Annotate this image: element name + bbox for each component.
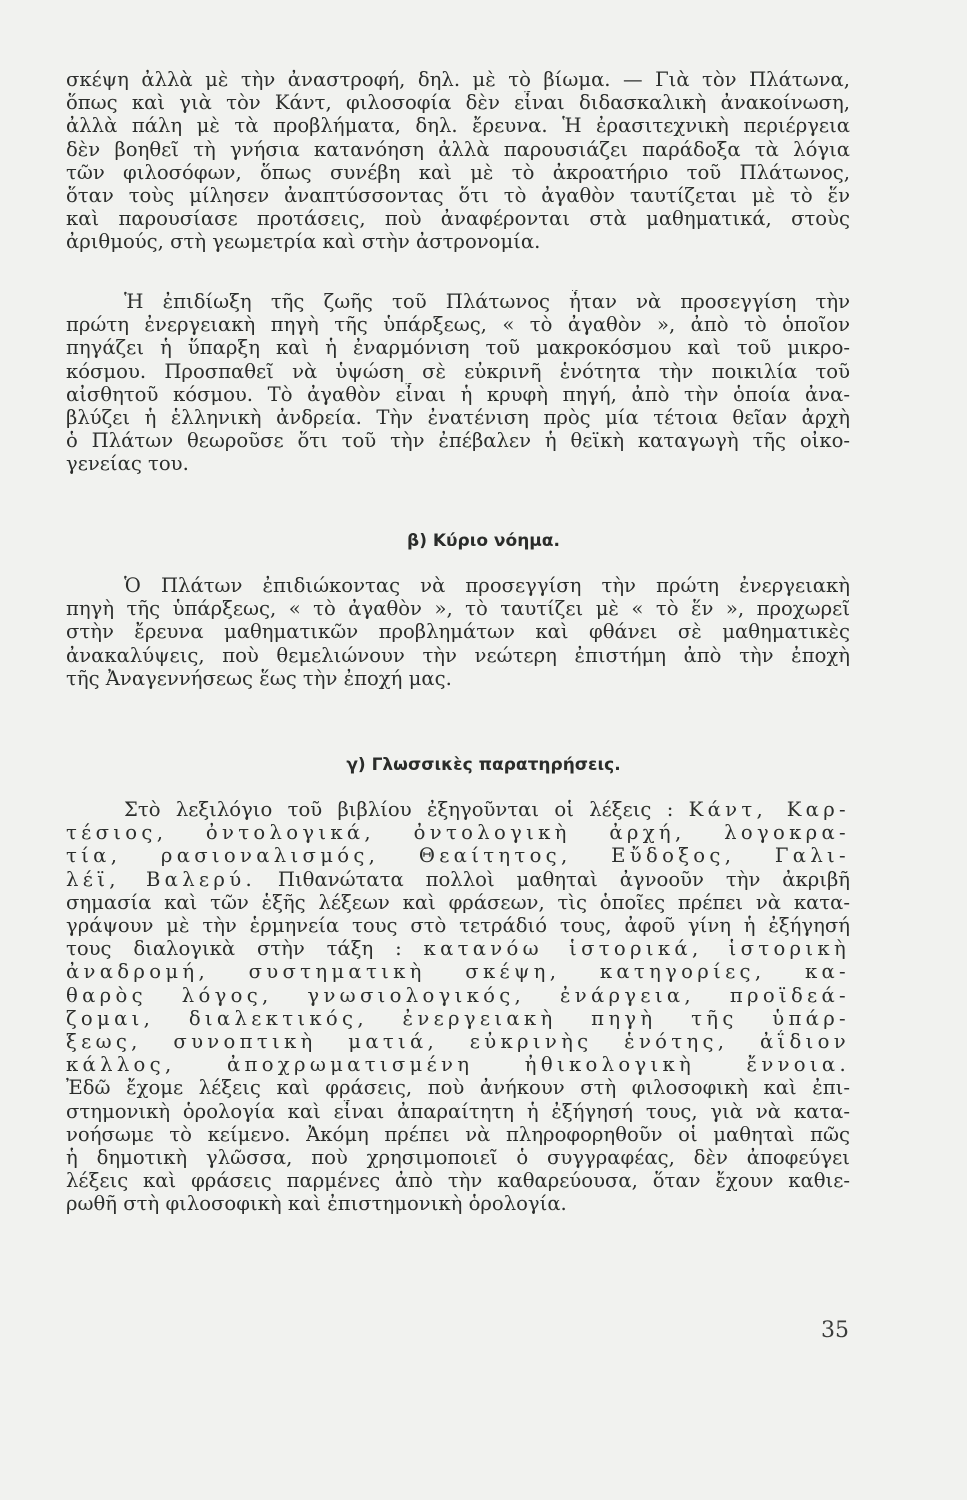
- text-line: ἀριθμούς, στὴ γεωμετρία καὶ στὴν ἀστρονομία.: [66, 230, 541, 254]
- text-line: ρωθῆ στὴ φιλοσοφικὴ καὶ ἐπιστημονικὴ ὁρολογία.: [66, 1192, 567, 1216]
- section-heading-main-idea: β) Κύριο νόημα.: [407, 531, 560, 551]
- text-line: γενείας του.: [66, 452, 189, 476]
- text-line: πηγὴ τῆς ὑπάρξεως, « τὸ ἀγαθὸν », τὸ ταυτίζει μὲ « τὸ ἕν », προχωρεῖ: [66, 597, 850, 621]
- text-line: λέϊ, Βαλερύ. Πιθανώτατα πολλοὶ μαθηταὶ ἀγνοοῦν τὴν ἀκριβῆ: [66, 867, 850, 891]
- paragraph-language: [66, 798, 850, 1216]
- text-line: Ἡ ἐπιδίωξη τῆς ζωῆς τοῦ Πλάτωνος ἦταν νὰ προσεγγίση τὴν: [124, 290, 850, 313]
- text-line: Στὸ λεξιλόγιο τοῦ βιβλίου ἐξηγοῦνται οἱ λέξεις : Κάντ, Καρ-: [124, 798, 850, 821]
- text-line: γράψουν μὲ τὴν ἑρμηνεία τους στὸ τετράδιό τους, ἀφοῦ γίνη ἡ ἐξήγησή: [66, 914, 850, 938]
- text-line: σκέψη ἀλλὰ μὲ τὴν ἀναστροφή, δηλ. μὲ τὸ βίωμα. — Γιὰ τὸν Πλάτωνα,: [66, 68, 850, 91]
- text-line: νοήσωμε τὸ κείμενο. Ἀκόμη πρέπει νὰ πληροφορηθοῦν οἱ μαθηταὶ πῶς: [66, 1122, 850, 1146]
- text-line: ἀναδρομή, συστηματικὴ σκέψη, κατηγορίες, κα-: [66, 960, 850, 984]
- text-line: πηγάζει ἡ ὕπαρξη καὶ ἡ ἐναρμόνιση τοῦ μακροκόσμου καὶ τοῦ μικρο-: [66, 336, 850, 360]
- text-line: σημασία καὶ τῶν ἑξῆς λέξεων καὶ φράσεων, τὶς ὁποῖες πρέπει νὰ κατα-: [66, 890, 850, 914]
- text-line: τῶν φιλοσόφων, ὅπως συνέβη καὶ μὲ τὸ ἀκροατήριο τοῦ Πλάτωνος,: [66, 160, 850, 184]
- text-line: στὴν ἔρευνα μαθηματικῶν προβλημάτων καὶ φθάνει σὲ μαθηματικὲς: [66, 620, 850, 644]
- section-heading-language: γ) Γλωσσικὲς παρατηρήσεις.: [346, 755, 621, 775]
- text-line: ὅταν τοὺς μίλησεν ἀναπτύσσοντας ὅτι τὸ ἀγαθὸν ταυτίζεται μὲ τὸ ἕν: [66, 184, 850, 208]
- paragraph-intro: [66, 68, 850, 254]
- text-line: βλύζει ἡ ἑλληνικὴ ἀνδρεία. Τὴν ἐνατένιση πρὸς μία τέτοια θεῖαν ἀρχὴ: [66, 406, 850, 430]
- text-line: ὅπως καὶ γιὰ τὸν Κάντ, φιλοσοφία δὲν εἶναι διδασκαλικὴ ἀνακοίνωση,: [66, 91, 850, 115]
- text-line: δὲν βοηθεῖ τὴ γνήσια κατανόηση ἀλλὰ παρουσιάζει παράδοξα τὰ λόγια: [66, 137, 850, 161]
- text-line: ζομαι, διαλεκτικός, ἐνεργειακὴ πηγὴ τῆς ὑπάρ-: [66, 1006, 850, 1030]
- paragraph-main-idea: [66, 574, 850, 690]
- text-line: Ὁ Πλάτων ἐπιδιώκοντας νὰ προσεγγίση τὴν πρώτη ἐνεργειακὴ: [124, 574, 850, 597]
- text-line: τῆς Ἀναγεννήσεως ἕως τὴν ἐποχή μας.: [66, 666, 452, 690]
- text-line: στημονικὴ ὁρολογία καὶ εἶναι ἀπαραίτητη ἡ ἐξήγησή τους, γιὰ νὰ κατα-: [66, 1099, 850, 1123]
- text-line: ξεως, συνοπτικὴ ματιά, εὐκρινὴς ἑνότης, ἀΐδιον: [66, 1030, 850, 1054]
- text-line: τους διαλογικὰ στὴν τάξη : κατανόω ἱστορικά, ἱστορικὴ: [66, 937, 850, 961]
- text-line: πρώτη ἐνεργειακὴ πηγὴ τῆς ὑπάρξεως, « τὸ ἀγαθὸν », ἀπὸ τὸ ὁποῖον: [66, 313, 850, 337]
- text-line: ἀλλὰ πάλη μὲ τὰ προβλήματα, δηλ. ἔρευνα. Ἡ ἐρασιτεχνικὴ περιέργεια: [66, 114, 850, 138]
- paragraph-pursuit: [66, 290, 850, 476]
- text-line: αἰσθητοῦ κόσμου. Τὸ ἀγαθὸν εἶναι ἡ κρυφὴ πηγή, ἀπὸ τὴν ὁποία ἀνα-: [66, 382, 850, 406]
- text-line: θαρὸς λόγος, γνωσιολογικός, ἐνάργεια, προϊδεά-: [66, 983, 850, 1007]
- text-line: τία, ρασιοναλισμός, Θεαίτητος, Εὔδοξος, Γαλι-: [66, 844, 850, 868]
- text-line: ἀνακαλύψεις, ποὺ θεμελιώνουν τὴν νεώτερη ἐπιστήμη ἀπὸ τὴν ἐποχὴ: [66, 643, 850, 667]
- page-number: 35: [821, 1318, 849, 1343]
- text-line: Ἐδῶ ἔχομε λέξεις καὶ φράσεις, ποὺ ἀνήκουν στὴ φιλοσοφικὴ καὶ ἐπι-: [66, 1076, 850, 1100]
- text-line: καὶ παρουσίασε προτάσεις, ποὺ ἀναφέρονται στὰ μαθηματικά, στοὺς: [66, 207, 850, 231]
- text-line: τέσιος, ὀντολογικά, ὀντολογικὴ ἀρχή, λογοκρα-: [66, 821, 850, 845]
- text-line: λέξεις καὶ φράσεις παρμένες ἀπὸ τὴν καθαρεύουσα, ὅταν ἔχουν καθιε-: [66, 1169, 850, 1193]
- text-line: ὁ Πλάτων θεωροῦσε ὅτι τοῦ τὴν ἐπέβαλεν ἡ θεϊκὴ καταγωγὴ τῆς οἰκο-: [66, 429, 850, 453]
- text-line: ἡ δημοτικὴ γλῶσσα, ποὺ χρησιμοποιεῖ ὁ συγγραφέας, δὲν ἀποφεύγει: [66, 1146, 850, 1170]
- text-line: κόσμου. Προσπαθεῖ νὰ ὑψώση σὲ εὐκρινῆ ἑνότητα τὴν ποικιλία τοῦ: [66, 359, 850, 383]
- text-line: κάλλος, ἀποχρωματισμένη ἠθικολογικὴ ἔννοια.: [66, 1053, 850, 1077]
